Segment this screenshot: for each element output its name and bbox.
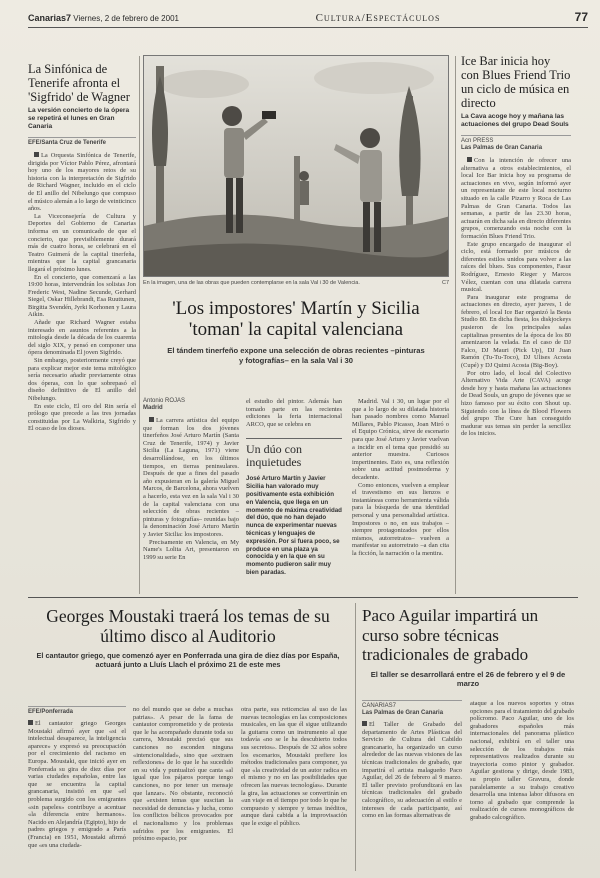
center-p3: Madrid. Val i 30, un lugar por el que a lo largo de su dilatada historia han pasado nombres como Manuel Millares, Pablo Picasso, Joan Miró o el Equipo Crónica, sirve de escenario para que José Arturo y Javier vuelvan a incidir en el tema que presidió su anterior muestra. Curiosos impertinentes. Esto es, una reflexión sobre una actitud postmoderna y decadente. — [352, 398, 449, 481]
bullet-square-icon — [28, 720, 33, 725]
bullet-square-icon — [149, 417, 154, 422]
right-story — [461, 54, 571, 438]
center-col-2-text: el estudio del pintor. Además han tomado parte en las recientes ediciones la feria internacional ARCO, que se celebra en — [246, 398, 342, 428]
bullet-square-icon — [467, 157, 472, 162]
section-divider — [28, 597, 578, 598]
right-story-body — [461, 157, 571, 438]
photo-illustration — [144, 56, 449, 277]
masthead-paper-date — [28, 13, 208, 27]
center-story-header — [143, 298, 449, 365]
bottom-right-story — [362, 606, 574, 689]
bottom-left-subhead: El cantautor griego, que comenzó ayer en Ponferrada una gira de diez días por España, actuará junto a Lluís Llach el próximo 21 de este mes — [36, 651, 340, 670]
center-story-byline: Antonio ROJAS Madrid — [143, 398, 186, 411]
right-p4: Por otro lado, el local del Colectivo Alternativo Vida Arte (CAVA) acoge desde hoy y hasta mañana las actuaciones de Dead Souls, un grupo de jóvenes que se hizo famoso por su éxito con Shout up. Siguiendo con la línea de Blood Flowers del grupo The Cure han conseguido madurar sus temas sin perder la sencillez de los inicios. — [461, 369, 571, 438]
artwork-photo — [143, 55, 449, 277]
center-col-1-text — [143, 417, 239, 561]
bottom-left-headline: Georges Moustaki traerá los temas de su último disco al Auditorio — [46, 606, 330, 646]
section-title: Cultura/Espectáculos — [315, 12, 441, 24]
bullet-square-icon — [34, 152, 39, 157]
column-rule — [355, 603, 356, 871]
left-story-headline: La Sinfónica de Tenerife afronta el 'Sigfrido' de Wagner — [28, 62, 130, 104]
paper-name: Canarias7 — [28, 13, 72, 23]
center-p4: Como entonces, vuelven a emplear el travestismo en sus lienzos e instantáneas como herramienta válida para la búsqueda de una identidad personal y una personalidad artística. Impostores o no, en sus trabajos –siempre protagonizados por ellos mismos, autorretratos– vuelven a manifestar su autorretrato –a dan cita la ficción, la narración o la mentira. — [352, 481, 449, 557]
bottom-right-col-1 — [362, 700, 462, 820]
photo-caption — [143, 280, 449, 286]
photo-credit: C7 — [441, 280, 449, 286]
right-story-byline: Acn PRESS Las Palmas de Gran Canaria — [461, 135, 571, 152]
issue-date: Viernes, 2 de febrero de 2001 — [73, 14, 179, 23]
right-p1: Con la intención de ofrecer una alternativa a otros establecimientos, el local Ice Bar inicia hoy su programa de actuaciones en vivo, según informó ayer un representante de este local nocturno situado en la calle Pizarro y Roca de Las Palmas de Gran Canaria. Todos las semanas, a partir de las 23.30 horas, actuarán en dicha sala en directo diferentes grupos, comenzando esta noche con la formación Blues Friend Trio. — [461, 157, 572, 240]
center-col-3-text — [352, 398, 449, 557]
right-p3: Para inaugurar este programa de actuaciones en directo, ayer jueves, 1 de febrero, el local Ice Bar organizó la Besta Studio 80. En dicha fiesta, los diskjockeys pusieron de los principales salas capitalinas presentes de la época de los 80 amenizaron la velada. En el caso de DJ Falco, DJ Mauri (Pick Up), DJ Juan Ramón (Tu-Tu-Toco), DJ Ulises Acosta (Cupé) y DJ Quimi Acosta (Big-Boy). — [461, 293, 571, 370]
center-col-2 — [246, 398, 342, 577]
bottom-right-byline: CANARIAS7 Las Palmas de Gran Canaria — [362, 700, 462, 717]
bottom-right-headline: Paco Aguilar impartirá un curso sobre técnicas tradicionales de grabado — [362, 606, 539, 664]
bottom-right-col-2 — [470, 700, 574, 822]
bottom-left-col-2 — [133, 706, 233, 843]
left-p5: Sin embargo, posteriormente creyó que para explicar mejor este tema mitológico sería necesario añadir previamente otras dos óperas, con lo que sobrepasó el diseño definitivo de El anillo del Nibelungo. — [28, 357, 136, 402]
center-story-headline: 'Los impostores' Martín y Sicilia 'toman' la capital valenciana — [172, 298, 420, 340]
bottom-left-story — [28, 606, 348, 670]
bottom-right-col-2-text: ataque a los nuevos soportes y otras opciones para el tratamiento del grabado polícromo. Paco Aguilar, uno de los grabadores españoles más internacionales del panorama plástico nacional, exhibirá en el taller una selección de los trabajos más representativos realizados durante su trayectoria como pintor y grabador. Aguilar gestiona y dirige, desde 1983, su propio taller Gravura, donde paralelamente a su trabajo creativo desarrolla una intensa labor difusora en torno al grabado que comprende la realización de cursos monográficos de grabado calcográfico. — [470, 700, 574, 821]
right-p2: Este grupo encargado de inaugurar el ciclo, está formado por músicos de diferentes estilos unidos para volver a las raíces del blues. Sus componentes, Fasur Rodríguez, Ernesto Rieger y Marcos Vélez, cuentan con una dilatada carrera musical. — [461, 240, 571, 294]
left-story-body — [28, 152, 136, 433]
column-rule — [139, 56, 140, 594]
bottom-left-col-3 — [241, 706, 347, 828]
page-number: 77 — [574, 10, 588, 24]
bottom-left-col-1-text: El cantautor griego Georges Moustaki afirmó ayer que «si el intelectual desaparece, la inteligencia aparece» y expresó su preocupación por el crecimiento del racismo en Europa. Moustaki, que inició ayer en Ponferrada su gira de diez días por varias ciudades españolas, entre las que se encuentra la capital grancanaria, insistió en que «el problema surgido con los emigrantes «sin papeles» contribuye a acentuar «la diferencia entre hermanos». Nacido en Alejandría (Egipto), hijo de padres griegos y emigrado a París (Francia) en 1951, Moustaki afirmó que «es una ciudada- — [28, 720, 126, 849]
pullquote-title: Un dúo con inquietudes — [246, 442, 302, 470]
center-col-1 — [143, 398, 239, 561]
pullquote-box — [246, 438, 342, 576]
left-story-subhead: La versión concierto de la ópera se repetirá el lunes en Gran Canaria — [28, 107, 130, 130]
center-p2: Precisamente en Valencia, en My Name's Lolita Art, presentaron en 1999 su serie En — [143, 538, 239, 561]
bottom-right-col-1-text: El Taller de Grabado del departamento de Artes Plásticas del Servicio de Cultura del Cabildo grancanario, ha organizado un curso alrededor de las nuevas visiones de las técnicas tradicionales de grabado, que impartirá el artista malagueño Paco Aguilar, del 26 de febrero al 9 marzo. El taller previsto profundizará en las técnicas tradicionales del grabado calcográfico, su adecuación al estilo e intereses de cada participante, así como en las formas alternativas de — [362, 721, 462, 820]
photo-caption-text: En la imagen, una de las obras que pueden contemplarse en la sala Val i 30 de Valencia. — [143, 280, 360, 286]
bottom-right-subhead: El taller se desarrollará entre el 26 de febrero y el 9 de marzo — [370, 669, 566, 688]
bottom-left-col-2-text: no del mundo que se debe a muchas patrias». A pesar de la fama de cantautor comprometido y de protesta que le ha acompañado durante toda su carrera, Moustaki precisó que sus canciones no esconden ninguna «intencionalidad», sino que «extraen reflexiones» de lo que le ha sucedido en su vida y puntualizó que canta «al igual que los pájaros porque tengo canciones, no por tener un mensaje que lanzar». No obstante, reconoció que «existen temas que suscitan la necesidad de denuncia» y lucha, como los conflictos bélicos provocados por el nacionalismo y los problemas sufridos por los emigrantes. El próximo espacio, por — [133, 706, 233, 843]
pullquote-body: José Arturo Martín y Javier Sicilia han valorado muy positivamente esta exhibición en Valencia, que llega en un momento de máxima creatividad del dúo, que no han dejado nunca de experimentar nuevas técnicas y lenguajes de expresión. Por si fuera poco, se produce en una plaza ya conocida y en la que en su momento pudieron salir muy bien paradas. — [246, 475, 342, 576]
masthead — [28, 6, 588, 28]
center-col-3 — [352, 398, 449, 557]
center-p1: La carrera artística del equipo que forman los dos jóvenes tinerfeños José Arturo Martín (Santa Cruz de Tenerife, 1974) y Javier Sicilia (La Laguna, 1971) viene desarrollándose, en los últimos tiempos, en tierras peninsulares. Después de que a fines del pasado año expusieran en la galería Miguel Marcos, de Barcelona, ahora vuelven a hacerlo, esta vez en la sala Val i 30 de la capital valenciana con una selección de obras recientes –pinturas y fotografías– reunidas bajo la denominación José Arturo Martín y Javier Sicilia: los impostores. — [143, 417, 239, 538]
right-story-subhead: La Cava acoge hoy y mañana las actuaciones del grupo Dead Souls — [461, 113, 569, 128]
left-p4: Añade que Richard Wagner estaba interesado en asuntos referentes a la mitología desde la década de los cuarenta del siglo XIX, y pensó en componer una ópera denominada El joven Sigfrido. — [28, 319, 136, 357]
right-story-headline: Ice Bar inicia hoy con Blues Friend Trio un ciclo de música en directo — [461, 54, 571, 110]
bottom-left-col-1 — [28, 706, 126, 849]
left-story-byline: EFE/Santa Cruz de Tenerife — [28, 137, 136, 147]
left-p1: La Orquesta Sinfónica de Tenerife, dirigida por Víctor Pablo Pérez, afrontará hoy uno de los mayores retos de su historia con la interpretación de Sigfrido de Richard Wagner, incluido en el ciclo de El anillo del Nibelungo que compuso el músico alemán a lo largo de veinticinco años. — [28, 152, 136, 213]
left-p6: En este ciclo, El oro del Rin sería el prólogo que precede a las tres jornadas constituidas por La Walkiria, Sigfrido y El ocaso de los dioses. — [28, 402, 136, 433]
left-p3: En el concierto, que comenzará a las 19:00 horas, intervendrán los solistas Jon Frederic West, Nadine Secunde, Gerhard Siegel, Oskar Hillebrandt, Esa Ruuttunen, Birgitta Svendén, Jyrki Korhonen y Laura Aikin. — [28, 273, 136, 319]
bottom-left-byline: EFE/Ponferrada — [28, 706, 126, 716]
left-story — [28, 62, 136, 433]
left-p2: La Viceconsejería de Cultura y Deportes del Gobierno de Canarias informa en un comunicado de que el concierto, que previsiblemente durará más de cuatro horas, se celebrará en el Teatro Guimerá de la capital tinerfeña, mientras que la capital grancanaria llegará el próximo lunes. — [28, 212, 136, 273]
bullet-square-icon — [362, 721, 367, 726]
bottom-left-col-3-text: otra parte, sus reticencias al uso de las nuevas tecnologías en las composiciones musicales, en las que él sigue utilizando la guitarra como un instrumento al que todavía «no se le ha descubierto todos sus secretos». Después de 32 años sobre los escenarios, Moustaki prefiere los métodos tradicionales para componer, ya que «la creatividad de un autor radica en el mismo y no en las posibilidades que ofrecen las nuevas tecnologías». Durante la gira, las actuaciones se convertirán en «un viaje en el tiempo por todo lo que he compuesto y siempre y temas inéditos, aunque dará cabida a la improvisación que le exige el público. — [241, 706, 347, 827]
column-rule — [455, 56, 456, 594]
center-story-subhead: El tándem tinerfeño expone una selección de obras recientes –pinturas y fotografías– en la sala Val i 30 — [167, 346, 425, 365]
